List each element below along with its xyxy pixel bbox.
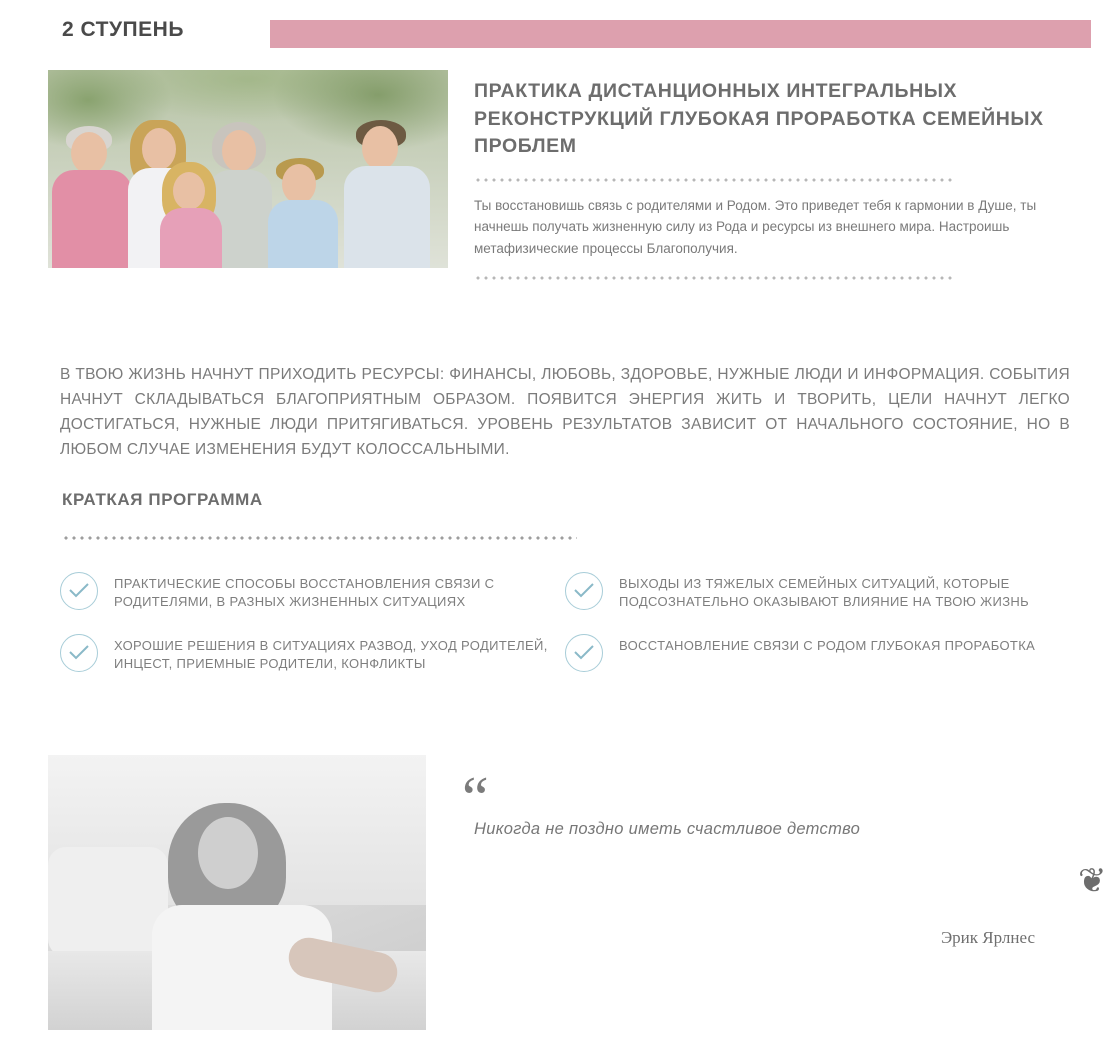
torso [52, 170, 132, 268]
feature-text: ХОРОШИЕ РЕШЕНИЯ В СИТУАЦИЯХ РАЗВОД, УХОД РОДИТЕЛЕЙ, ИНЦЕСТ, ПРИЕМНЫЕ РОДИТЕЛИ, КОНФЛИКТЫ [114, 637, 548, 672]
page-header [0, 0, 1111, 52]
quote-mark-icon: “ [462, 765, 489, 831]
head [282, 164, 316, 204]
feature-row [60, 634, 1070, 696]
torso [344, 166, 430, 268]
program-dotted-divider [62, 535, 577, 541]
torso [160, 208, 222, 268]
main-heading: ПРАКТИКА ДИСТАНЦИОННЫХ ИНТЕГРАЛЬНЫХ РЕКОНСТРУКЦИЙ ГЛУБОКАЯ ПРОРАБОТКА СЕМЕЙНЫХ ПРОБЛЕМ [474, 80, 1044, 158]
head [173, 172, 205, 210]
body-paragraph: В ТВОЮ ЖИЗНЬ НАЧНУТ ПРИХОДИТЬ РЕСУРСЫ: ФИНАНСЫ, ЛЮБОВЬ, ЗДОРОВЬЕ, НУЖНЫЕ ЛЮДИ И ИНФОРМАЦИЯ. СОБЫТИЯ НАЧНУТ СКЛАДЫВАТЬСЯ БЛАГОПРИЯТНЫМ ОБРАЗОМ. ПОЯВИТСЯ ЭНЕРГИЯ ЖИТЬ И ТВОРИТЬ, ЦЕЛИ НАЧНУТ ЛЕГКО ДОСТИГАТЬСЯ, НУЖНЫЕ ЛЮДИ ПРИТЯГИВАТЬСЯ. УРОВЕНЬ РЕЗУЛЬТАТОВ ЗАВИСИТ ОТ НАЧАЛЬНОГО СОСТОЯНИЕ, НО В ЛЮБОМ СЛУЧАЕ ИЗМЕНЕНИЯ БУДУТ КОЛОССАЛЬНЫМИ. [60, 366, 1070, 459]
family-photo [48, 70, 448, 268]
feature-text: ВОССТАНОВЛЕНИЕ СВЯЗИ С РОДОМ ГЛУБОКАЯ ПРОРАБОТКА [619, 637, 1036, 653]
body-paragraph-block [60, 362, 1070, 462]
program-feature-list [60, 572, 1070, 696]
head [222, 130, 256, 172]
list-item [60, 572, 565, 612]
head [362, 126, 398, 170]
list-item [565, 634, 1070, 674]
hero-lead-text: Ты восстановишь связь с родителями и Родом. Это приведет тебя к гармонии в Душе, ты начнешь получать жизненную силу из Рода и ресурсы из внешнего мира. Настроишь метафизические процессы Благополучия. [474, 198, 1037, 256]
check-icon [60, 634, 98, 672]
feature-row [60, 572, 1070, 634]
dotted-divider-top [474, 177, 954, 183]
torso [268, 200, 338, 268]
header-accent-bar [270, 20, 1091, 48]
step-title: 2 СТУПЕНЬ [62, 18, 184, 41]
program-title: КРАТКАЯ ПРОГРАММА [62, 490, 263, 509]
check-icon [60, 572, 98, 610]
feature-text: ВЫХОДЫ ИЗ ТЯЖЕЛЫХ СЕМЕЙНЫХ СИТУАЦИЙ, КОТОРЫЕ ПОДСОЗНАТЕЛЬНО ОКАЗЫВАЮТ ВЛИЯНИЕ НА ТВОЮ ЖИЗНЬ [619, 576, 1030, 610]
dotted-divider-bottom [474, 275, 954, 281]
quote-text: Никогда не поздно иметь счастливое детство [474, 820, 861, 838]
photo-people [48, 120, 448, 268]
check-icon [565, 634, 603, 672]
hero-text-block [474, 78, 1094, 293]
head [142, 128, 176, 170]
photo-woman-head [198, 817, 258, 889]
feature-text: ПРАКТИЧЕСКИЕ СПОСОБЫ ВОССТАНОВЛЕНИЯ СВЯЗИ С РОДИТЕЛЯМИ, В РАЗНЫХ ЖИЗНЕННЫХ СИТУАЦИЯХ [114, 576, 495, 610]
quote-photo [48, 755, 426, 1030]
check-icon [565, 572, 603, 610]
quote-author: Эрик Ярлнес [940, 928, 1035, 947]
flourish-icon: ❦ [1078, 863, 1107, 900]
photo-pillow [48, 847, 168, 957]
head [71, 132, 107, 174]
list-item [60, 634, 565, 674]
list-item [565, 572, 1070, 612]
